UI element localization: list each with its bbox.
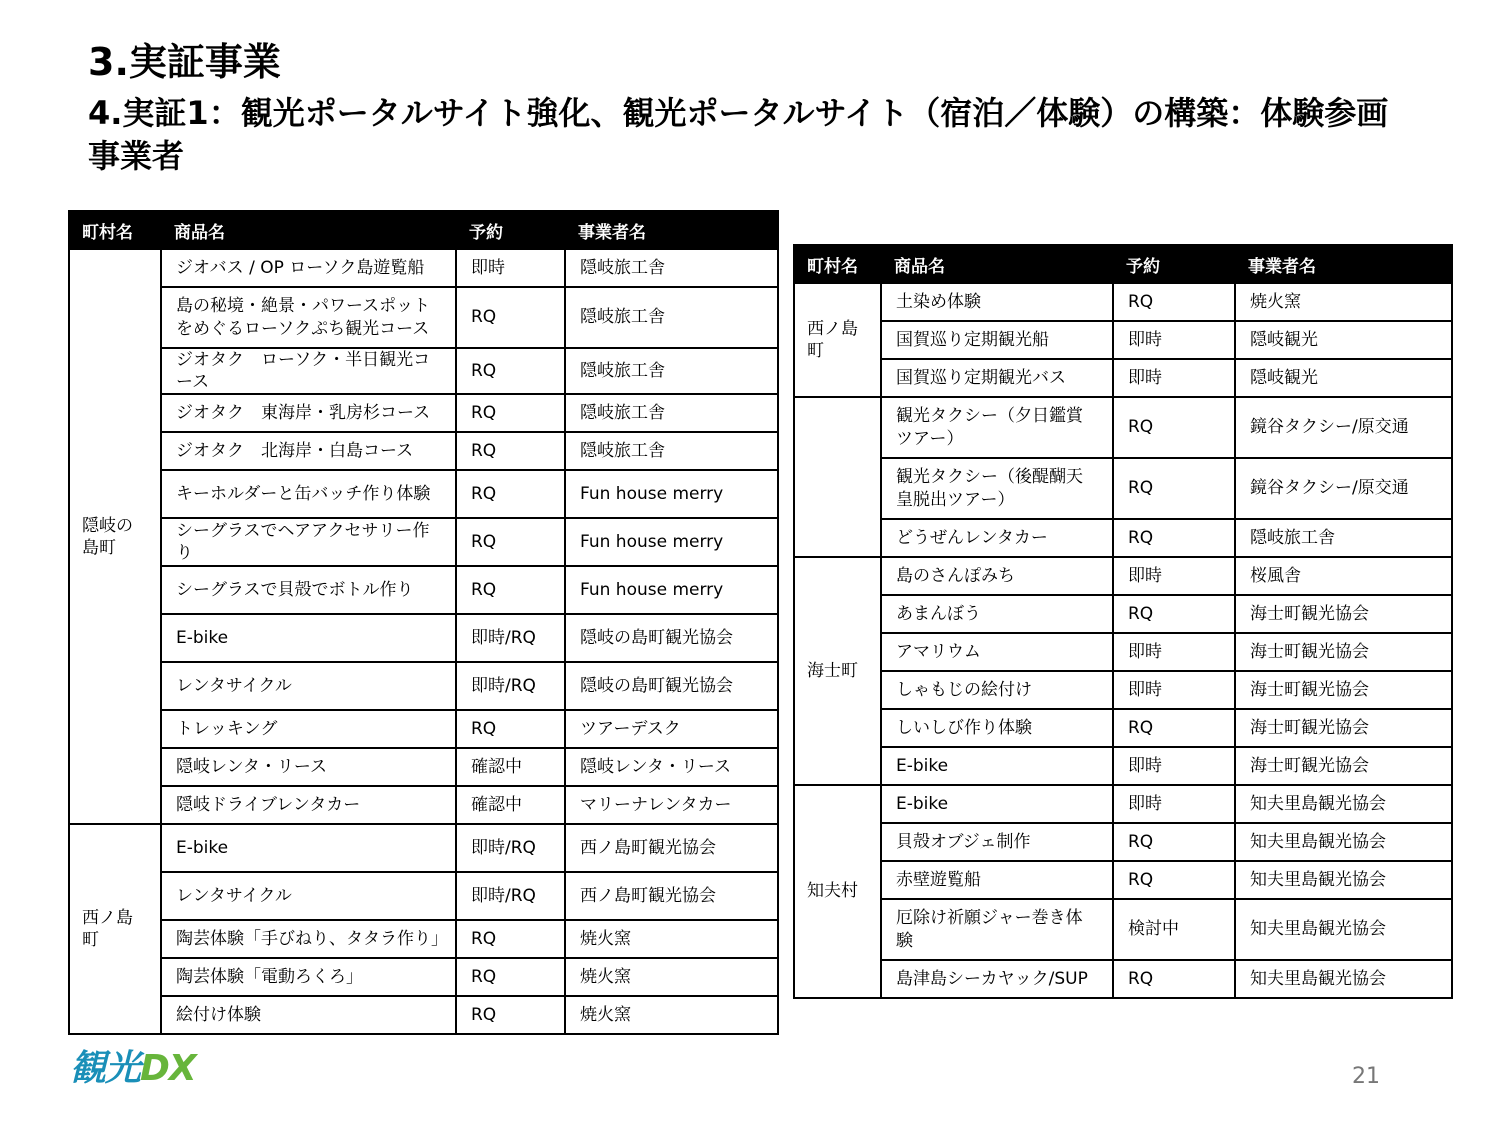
operator-cell: 隠岐の島町観光協会	[565, 614, 778, 662]
col-operator: 事業者名	[1235, 245, 1452, 283]
reservation-cell: RQ	[1113, 960, 1235, 998]
town-cell: 海士町	[794, 557, 881, 785]
logo-accent-text: DX	[140, 1048, 196, 1089]
reservation-cell: 確認中	[456, 748, 565, 786]
table-row	[69, 958, 778, 996]
product-cell: 島の秘境・絶景・パワースポットをめぐるローソクぷち観光コース	[161, 287, 456, 348]
operator-cell: 鏡谷タクシー/原交通	[1235, 397, 1452, 458]
table-row	[794, 671, 1452, 709]
header-row	[794, 245, 1452, 283]
product-cell: 隠岐レンタ・リース	[161, 748, 456, 786]
product-cell: ジオタク 北海岸・白島コース	[161, 432, 456, 470]
page-title: 3.実証事業	[88, 40, 281, 84]
reservation-cell: RQ	[1113, 823, 1235, 861]
table-row	[794, 283, 1452, 321]
operator-cell: 隠岐観光	[1235, 359, 1452, 397]
reservation-cell: RQ	[456, 996, 565, 1034]
product-cell: E-bike	[881, 747, 1113, 785]
operator-cell: 隠岐観光	[1235, 321, 1452, 359]
product-cell: トレッキング	[161, 710, 456, 748]
product-cell: しいしび作り体験	[881, 709, 1113, 747]
col-reservation: 予約	[1113, 245, 1235, 283]
page-number: 21	[1352, 1064, 1380, 1089]
operator-cell: マリーナレンタカー	[565, 786, 778, 824]
operator-cell: 知夫里島観光協会	[1235, 960, 1452, 998]
left-table	[68, 210, 779, 1035]
kanko-dx-logo	[70, 1040, 196, 1091]
col-town: 町村名	[794, 245, 881, 283]
operator-cell: 隠岐旅工舎	[565, 348, 778, 394]
table-row	[69, 432, 778, 470]
operator-cell: 海士町観光協会	[1235, 671, 1452, 709]
product-cell: 赤壁遊覧船	[881, 861, 1113, 899]
town-cell: 西ノ島 町	[794, 283, 881, 397]
operator-cell: 知夫里島観光協会	[1235, 899, 1452, 960]
table-row	[69, 470, 778, 518]
operator-cell: 西ノ島町観光協会	[565, 824, 778, 872]
table-row	[794, 519, 1452, 557]
reservation-cell: 即時/RQ	[456, 824, 565, 872]
reservation-cell: RQ	[456, 920, 565, 958]
reservation-cell: 即時	[1113, 747, 1235, 785]
table-row	[69, 824, 778, 872]
product-cell: しゃもじの絵付け	[881, 671, 1113, 709]
table-row	[69, 614, 778, 662]
reservation-cell: 即時	[1113, 785, 1235, 823]
town-cell: 西ノ島 町	[69, 824, 161, 1034]
reservation-cell: 検討中	[1113, 899, 1235, 960]
reservation-cell: RQ	[1113, 595, 1235, 633]
table-row	[794, 458, 1452, 519]
product-cell: 陶芸体験「電動ろくろ」	[161, 958, 456, 996]
product-cell: 島のさんぽみち	[881, 557, 1113, 595]
product-cell: あまんぼう	[881, 595, 1113, 633]
product-cell: 土染め体験	[881, 283, 1113, 321]
product-cell: ジオバス / OP ローソク島遊覧船	[161, 249, 456, 287]
title-block	[88, 40, 1418, 178]
header-row	[69, 211, 778, 249]
logo-main-text: 観光	[70, 1048, 141, 1089]
product-cell: ジオタク 東海岸・乳房杉コース	[161, 394, 456, 432]
operator-cell: 焼火窯	[565, 958, 778, 996]
table-row	[69, 920, 778, 958]
reservation-cell: 即時	[1113, 633, 1235, 671]
table-row	[69, 786, 778, 824]
product-cell: 隠岐ドライブレンタカー	[161, 786, 456, 824]
operator-cell: 海士町観光協会	[1235, 747, 1452, 785]
table-row	[794, 397, 1452, 458]
operator-cell: Fun house merry	[565, 566, 778, 614]
operator-cell: 知夫里島観光協会	[1235, 785, 1452, 823]
table-row	[794, 595, 1452, 633]
product-cell: ジオタク ローソク・半日観光コース	[161, 348, 456, 394]
table-row	[794, 633, 1452, 671]
reservation-cell: RQ	[456, 958, 565, 996]
table-row	[794, 709, 1452, 747]
product-cell: 国賀巡り定期観光バス	[881, 359, 1113, 397]
reservation-cell: RQ	[456, 287, 565, 348]
operator-cell: 隠岐旅工舎	[565, 249, 778, 287]
reservation-cell: RQ	[1113, 283, 1235, 321]
operator-cell: 海士町観光協会	[1235, 709, 1452, 747]
product-cell: 陶芸体験「手びねり、タタラ作り」	[161, 920, 456, 958]
product-cell: E-bike	[881, 785, 1113, 823]
operator-cell: 隠岐旅工舎	[565, 432, 778, 470]
page-subtitle: 4.実証1：観光ポータルサイト強化、観光ポータルサイト（宿泊／体験）の構築：体験参画事業者	[88, 93, 1389, 175]
table-row	[69, 249, 778, 287]
table-row	[794, 359, 1452, 397]
operator-cell: 隠岐レンタ・リース	[565, 748, 778, 786]
product-cell: シーグラスで貝殻でボトル作り	[161, 566, 456, 614]
table-row	[794, 899, 1452, 960]
operator-cell: Fun house merry	[565, 470, 778, 518]
operator-cell: 焼火窯	[565, 996, 778, 1034]
operator-cell: 桜風舎	[1235, 557, 1452, 595]
product-cell: どうぜんレンタカー	[881, 519, 1113, 557]
reservation-cell: RQ	[456, 432, 565, 470]
col-product: 商品名	[881, 245, 1113, 283]
table-row	[69, 518, 778, 566]
table-row	[69, 287, 778, 348]
table-row	[69, 348, 778, 394]
product-cell: レンタサイクル	[161, 872, 456, 920]
reservation-cell: RQ	[1113, 709, 1235, 747]
operator-cell: 西ノ島町観光協会	[565, 872, 778, 920]
operator-cell: ツアーデスク	[565, 710, 778, 748]
reservation-cell: 即時	[1113, 359, 1235, 397]
town-cell	[794, 397, 881, 557]
product-cell: 国賀巡り定期観光船	[881, 321, 1113, 359]
operator-cell: 隠岐旅工舎	[565, 394, 778, 432]
product-cell: E-bike	[161, 614, 456, 662]
product-cell: 観光タクシー（後醍醐天皇脱出ツアー）	[881, 458, 1113, 519]
operator-cell: 焼火窯	[565, 920, 778, 958]
reservation-cell: RQ	[1113, 397, 1235, 458]
product-cell: 貝殻オブジェ制作	[881, 823, 1113, 861]
reservation-cell: RQ	[1113, 519, 1235, 557]
operator-cell: 焼火窯	[1235, 283, 1452, 321]
product-cell: シーグラスでヘアアクセサリー作り	[161, 518, 456, 566]
reservation-cell: 即時	[1113, 671, 1235, 709]
town-cell: 隠岐の 島町	[69, 249, 161, 824]
product-cell: キーホルダーと缶バッチ作り体験	[161, 470, 456, 518]
reservation-cell: RQ	[456, 518, 565, 566]
operator-cell: Fun house merry	[565, 518, 778, 566]
col-town: 町村名	[69, 211, 161, 249]
reservation-cell: RQ	[456, 348, 565, 394]
operator-cell: 知夫里島観光協会	[1235, 861, 1452, 899]
table-row	[69, 394, 778, 432]
product-cell: 観光タクシー（夕日鑑賞ツアー）	[881, 397, 1113, 458]
reservation-cell: RQ	[1113, 458, 1235, 519]
operator-cell: 鏡谷タクシー/原交通	[1235, 458, 1452, 519]
table-row	[794, 747, 1452, 785]
col-reservation: 予約	[456, 211, 565, 249]
reservation-cell: 即時/RQ	[456, 872, 565, 920]
reservation-cell: RQ	[456, 470, 565, 518]
table-row	[794, 785, 1452, 823]
product-cell: レンタサイクル	[161, 662, 456, 710]
table-row	[69, 662, 778, 710]
reservation-cell: RQ	[1113, 861, 1235, 899]
reservation-cell: 即時	[456, 249, 565, 287]
table-row	[794, 861, 1452, 899]
reservation-cell: 確認中	[456, 786, 565, 824]
reservation-cell: 即時/RQ	[456, 662, 565, 710]
product-cell: アマリウム	[881, 633, 1113, 671]
table-row	[794, 557, 1452, 595]
reservation-cell: 即時/RQ	[456, 614, 565, 662]
table-row	[794, 823, 1452, 861]
product-cell: 厄除け祈願ジャー巻き体験	[881, 899, 1113, 960]
town-cell: 知夫村	[794, 785, 881, 998]
table-row	[69, 872, 778, 920]
operator-cell: 海士町観光協会	[1235, 633, 1452, 671]
product-cell: 絵付け体験	[161, 996, 456, 1034]
table-row	[69, 748, 778, 786]
reservation-cell: RQ	[456, 710, 565, 748]
reservation-cell: 即時	[1113, 557, 1235, 595]
reservation-cell: RQ	[456, 566, 565, 614]
product-cell: 島津島シーカヤック/SUP	[881, 960, 1113, 998]
table-row	[69, 996, 778, 1034]
col-operator: 事業者名	[565, 211, 778, 249]
operator-cell: 隠岐の島町観光協会	[565, 662, 778, 710]
right-table	[793, 244, 1453, 999]
product-cell: E-bike	[161, 824, 456, 872]
operator-cell: 海士町観光協会	[1235, 595, 1452, 633]
table-row	[794, 960, 1452, 998]
table-row	[69, 710, 778, 748]
operator-cell: 知夫里島観光協会	[1235, 823, 1452, 861]
table-row	[69, 566, 778, 614]
col-product: 商品名	[161, 211, 456, 249]
operator-cell: 隠岐旅工舎	[1235, 519, 1452, 557]
operator-cell: 隠岐旅工舎	[565, 287, 778, 348]
reservation-cell: 即時	[1113, 321, 1235, 359]
table-row	[794, 321, 1452, 359]
reservation-cell: RQ	[456, 394, 565, 432]
